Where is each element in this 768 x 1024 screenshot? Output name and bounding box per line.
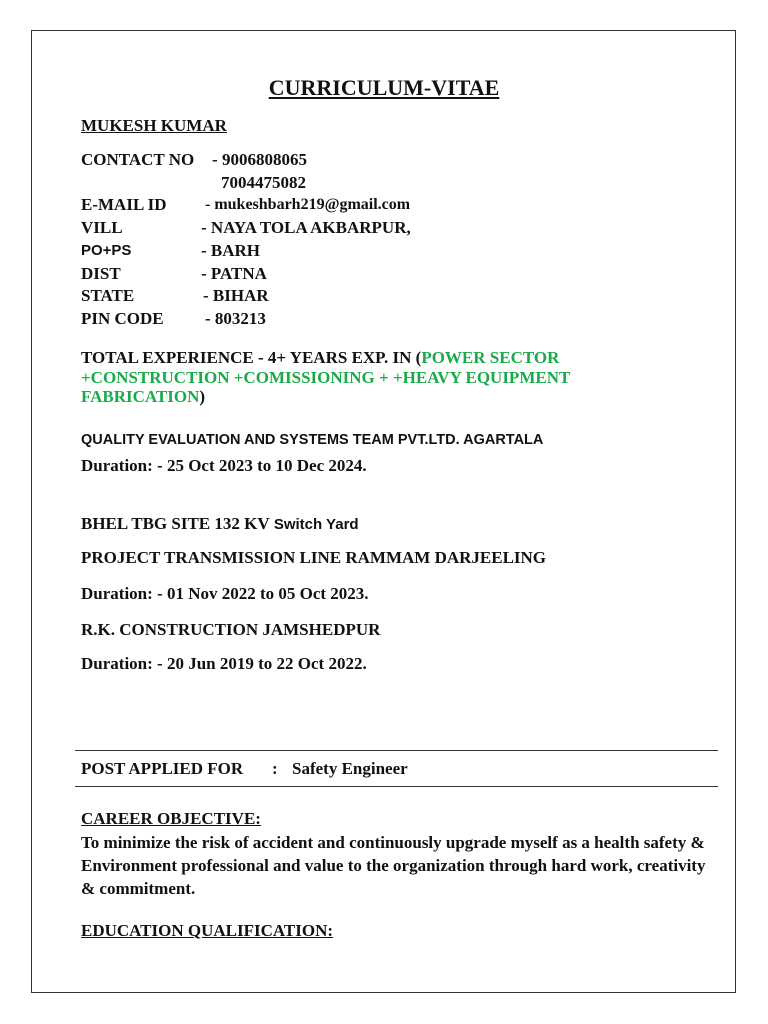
- post-applied-value: Safety Engineer: [292, 759, 408, 778]
- job-1-company: QUALITY EVALUATION AND SYSTEMS TEAM PVT.LTD. AGARTALA: [81, 432, 544, 448]
- job-1-duration: Duration: - 25 Oct 2023 to 10 Dec 2024.: [81, 456, 367, 475]
- experience-sector-2: +CONSTRUCTION +COMISSIONING + +HEAVY EQUIPMENT: [81, 368, 571, 387]
- contact-phone-2: 7004475082: [221, 173, 306, 192]
- total-experience-suffix: ): [199, 387, 206, 406]
- post-divider-top: [75, 750, 718, 751]
- pin-code-label: PIN CODE: [81, 309, 164, 328]
- job-2-site-caps: BHEL TBG SITE 132 KV: [81, 514, 270, 533]
- state-label: STATE: [81, 286, 135, 305]
- job-2-site: [81, 514, 359, 534]
- po-ps-value: - BARH: [201, 241, 261, 260]
- total-experience-line-1: [81, 348, 559, 368]
- post-applied-label: POST APPLIED FOR: [81, 759, 244, 778]
- candidate-name: MUKESH KUMAR: [81, 116, 227, 135]
- total-experience-prefix: TOTAL EXPERIENCE - 4+ YEARS EXP. IN (: [81, 348, 422, 367]
- document-title: CURRICULUM-VITAE: [268, 75, 500, 100]
- village-label: VILL: [81, 218, 123, 237]
- total-experience-line-3: [81, 387, 205, 407]
- district-label: DIST: [81, 264, 121, 283]
- post-applied-colon: :: [272, 759, 278, 778]
- email-label: E-MAIL ID: [81, 195, 167, 214]
- post-divider-bottom: [75, 786, 718, 787]
- district-value: - PATNA: [201, 264, 267, 283]
- career-objective-heading: CAREER OBJECTIVE:: [81, 809, 261, 828]
- job-2-site-rest: Switch Yard: [269, 516, 359, 533]
- email-value: - mukeshbarh219@gmail.com: [205, 196, 411, 213]
- job-2-project: PROJECT TRANSMISSION LINE RAMMAM DARJEELING: [81, 548, 547, 567]
- contact-phone-separator: -: [212, 150, 218, 169]
- contact-phone-label: CONTACT NO: [81, 150, 195, 169]
- job-2-duration: Duration: - 01 Nov 2022 to 05 Oct 2023.: [81, 584, 369, 603]
- state-value: - BIHAR: [203, 286, 269, 305]
- contact-phone-1: 9006808065: [222, 150, 307, 169]
- pin-code-value: - 803213: [205, 309, 266, 328]
- po-ps-label: PO+PS: [81, 242, 132, 259]
- career-objective-text: To minimize the risk of accident and continuously upgrade myself as a health safety & Environment professional and value to the organization through hard work, creativity & commitment.: [81, 833, 706, 898]
- experience-sector-3: FABRICATION: [81, 387, 200, 406]
- experience-sector-1: POWER SECTOR: [421, 348, 560, 367]
- job-3-duration: Duration: - 20 Jun 2019 to 22 Oct 2022.: [81, 654, 367, 673]
- village-value: - NAYA TOLA AKBARPUR,: [201, 218, 411, 237]
- job-3-company: R.K. CONSTRUCTION JAMSHEDPUR: [81, 620, 381, 639]
- education-heading: EDUCATION QUALIFICATION:: [81, 921, 334, 940]
